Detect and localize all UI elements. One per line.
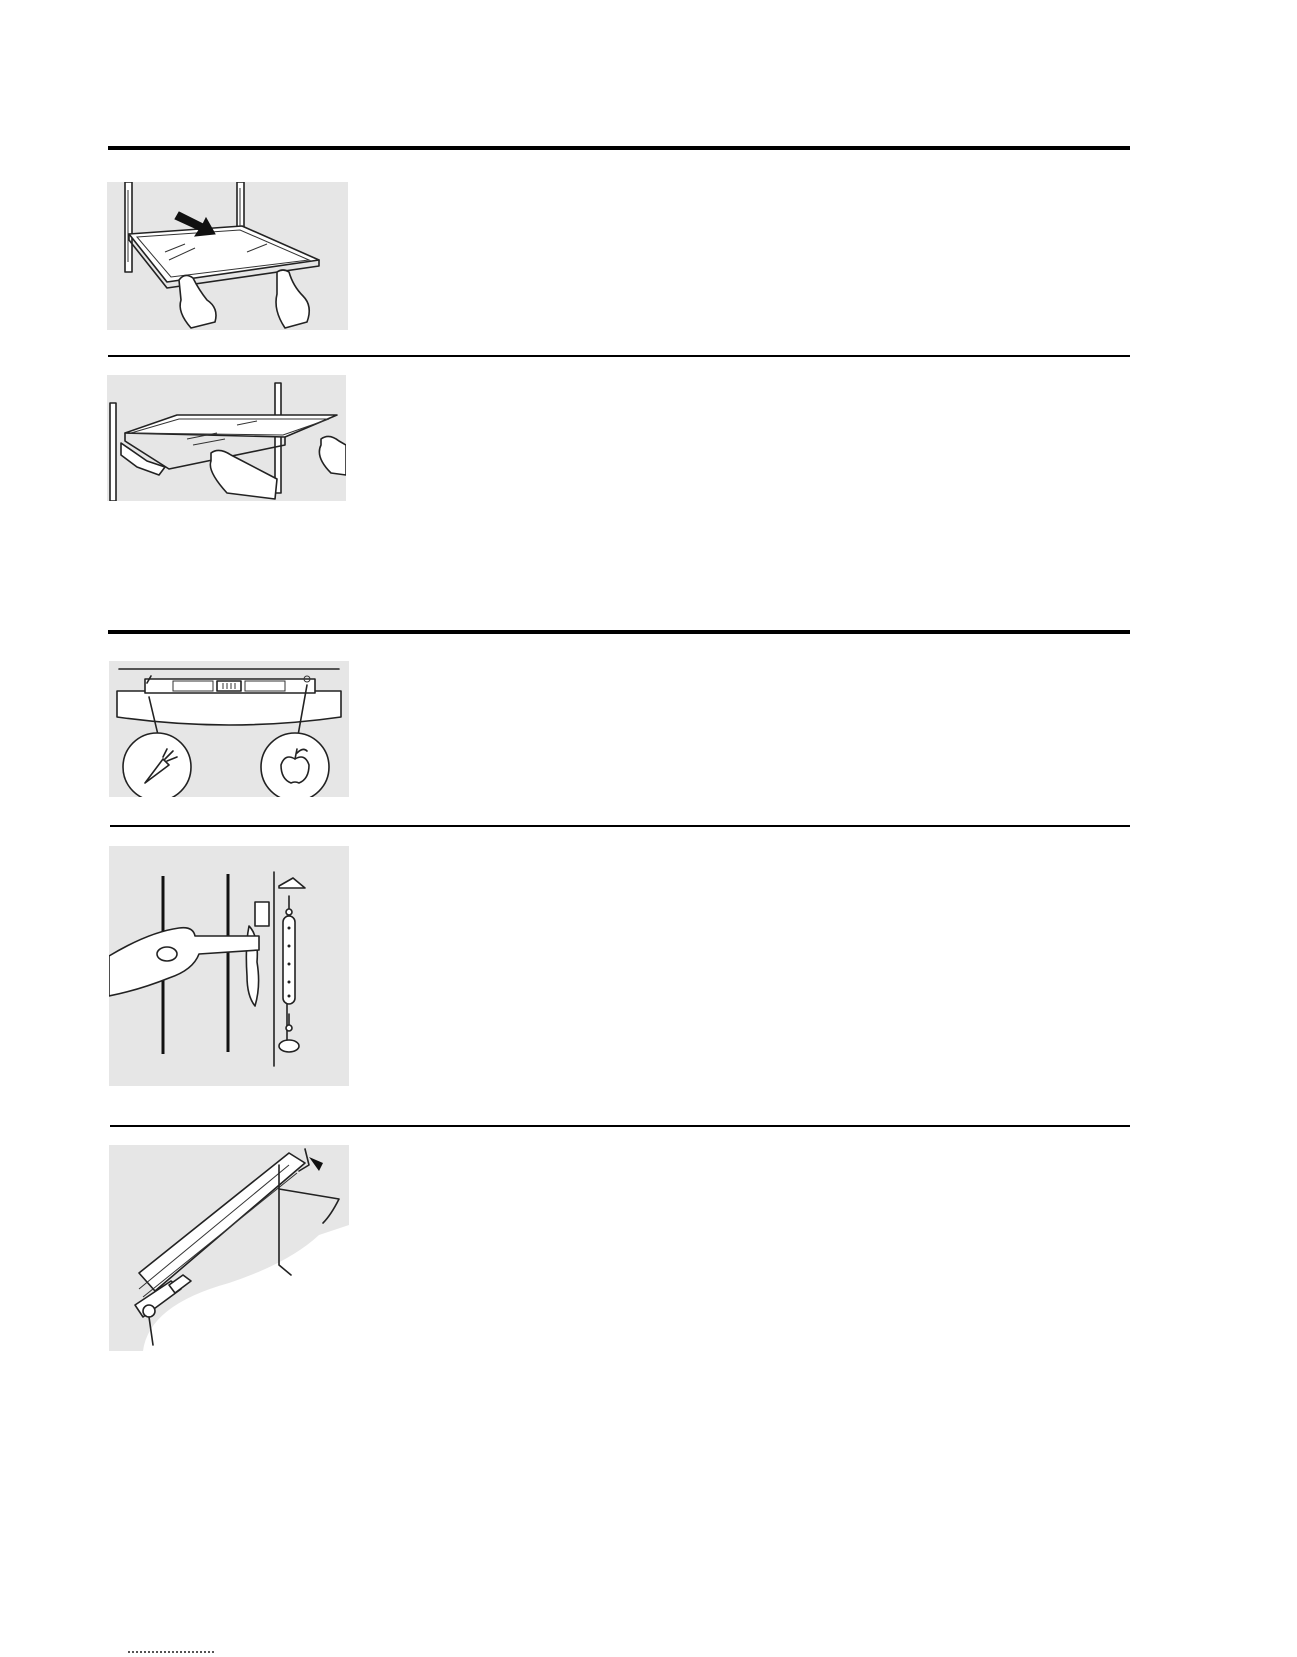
section-divider-thin <box>110 1125 1130 1127</box>
cheese-icon <box>279 878 305 888</box>
meat-drawer-control-illustration <box>109 846 349 1086</box>
drawer-rail-drawing <box>109 1145 349 1351</box>
section-divider-thin <box>108 355 1130 357</box>
carrot-callout <box>123 733 191 797</box>
shelf-pullout-illustration <box>107 375 346 501</box>
crisper-humidity-illustration <box>109 661 349 797</box>
section-divider-thick <box>108 630 1130 634</box>
meat-drawer-control-drawing <box>109 846 349 1086</box>
page-footer-mark <box>128 1651 214 1655</box>
meat-icon <box>279 1040 299 1052</box>
thermometer-icon <box>286 896 292 915</box>
shelf-insert-illustration <box>107 182 348 330</box>
section-divider-thin <box>110 825 1130 827</box>
shelf-pullout-drawing <box>107 375 346 501</box>
crisper-humidity-drawing <box>109 661 349 797</box>
section-divider-thick <box>108 146 1130 150</box>
drawer-rail-illustration <box>109 1145 349 1351</box>
shelf-insert-drawing <box>107 182 348 330</box>
